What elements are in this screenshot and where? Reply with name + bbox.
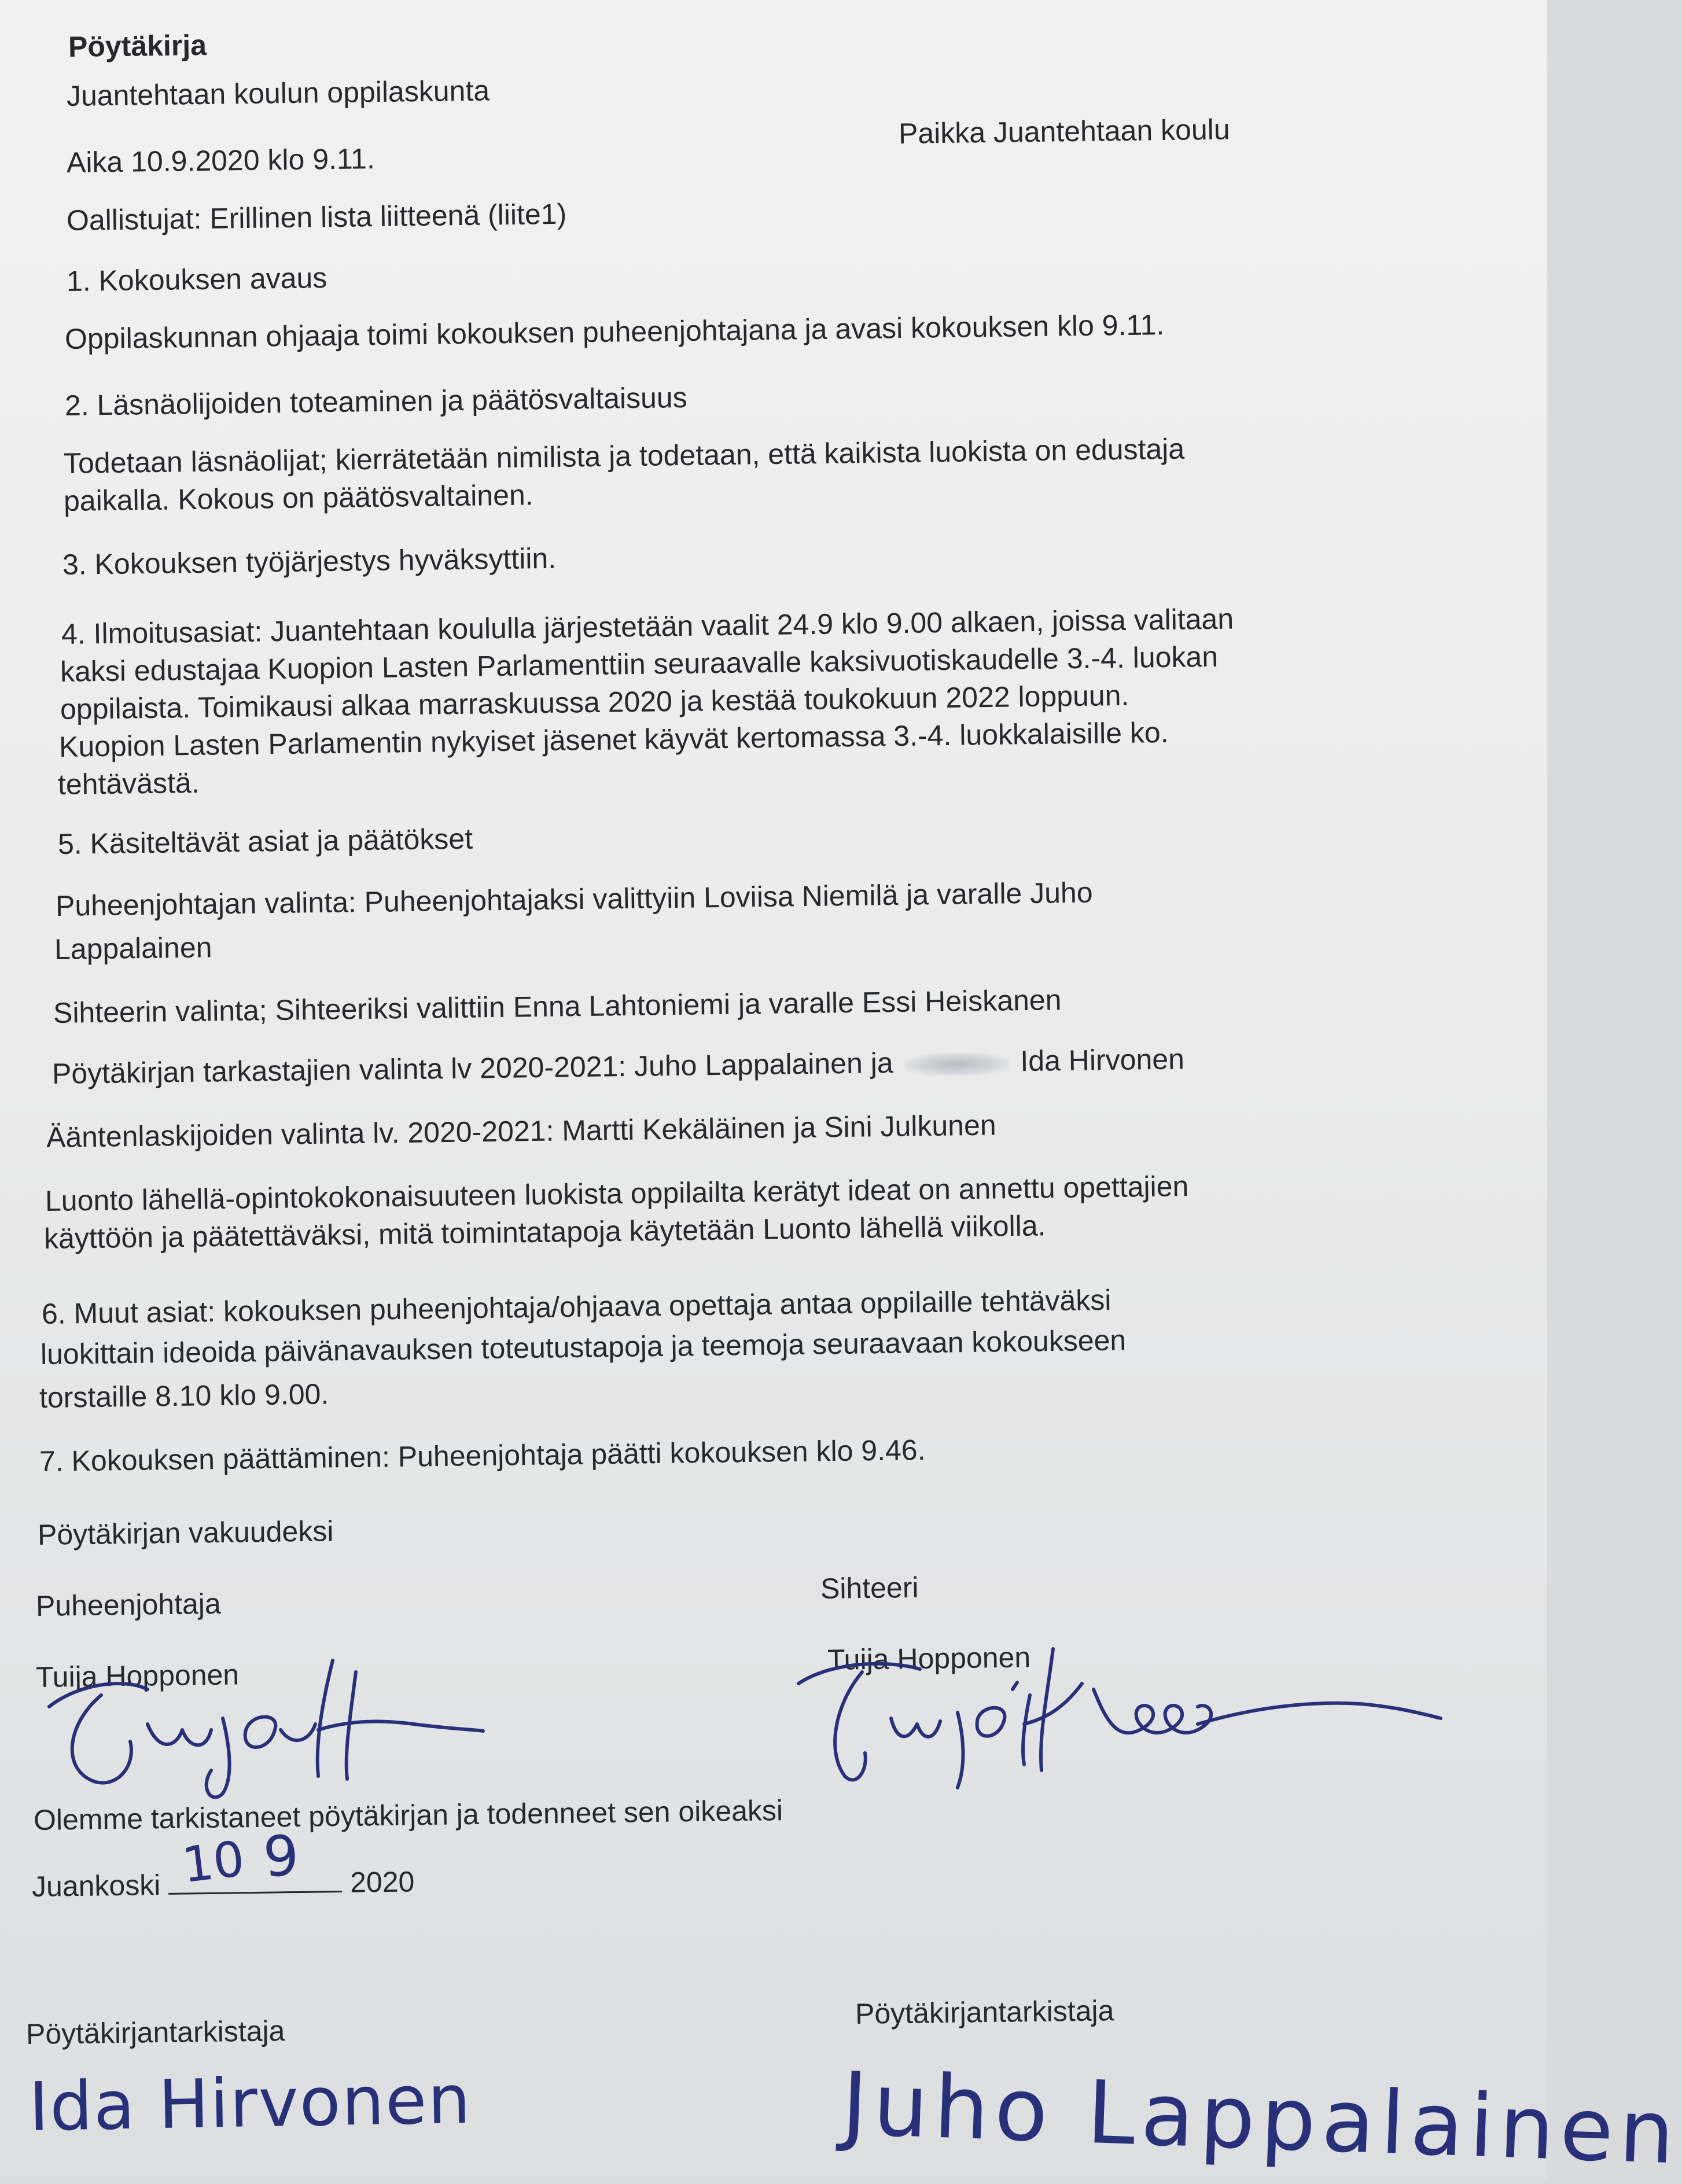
item-5-counters: Ääntenlaskijoiden valinta lv. 2020-2021: Martti Kekäläinen ja Sini Julkunen	[46, 1108, 996, 1154]
meeting-place: Paikka Juantehtaan koulu	[898, 113, 1230, 150]
item-4-line-5: tehtävästä.	[57, 766, 200, 801]
date-line	[31, 1822, 415, 1905]
secretary-name: Tuija Hopponen	[827, 1641, 1031, 1676]
assurance-label: Pöytäkirjan vakuudeksi	[37, 1515, 334, 1551]
item-5-reviewers-b: Ida Hirvonen	[1020, 1043, 1185, 1078]
item-5-nature-1: Luonto lähellä-opintokokonaisuuteen luokista oppilailta kerätyt ideat on annettu opettajien	[45, 1170, 1189, 1217]
item-6-line-3: torstaille 8.10 klo 9.00.	[39, 1378, 329, 1414]
item-5-chair-1: Puheenjohtajan valinta: Puheenjohtajaksi valittyiin Loviisa Niemilä ja varalle Juho	[55, 876, 1093, 922]
item-4-line-1: 4. Ilmoitusasiat: Juantehtaan koululla järjestetään vaalit 24.9 klo 9.00 alkaen, joissa valitaan	[61, 602, 1234, 650]
item-6-line-1: 6. Muut asiat: kokouksen puheenjohtaja/ohjaava opettaja antaa oppilaille tehtäväksi	[41, 1283, 1111, 1330]
date-month-handwritten: 9	[261, 1822, 301, 1890]
reviewer-right-handwritten-name: Juho Lappalainen	[840, 2054, 1682, 2184]
item-6-line-2: luokittain ideoida päivänavauksen toteutustapoja ja teemoja seuraavaan kokoukseen	[40, 1324, 1127, 1371]
reviewer-role-left: Pöytäkirjantarkistaja	[25, 2014, 285, 2050]
chair-signature-scribble	[32, 1655, 495, 1805]
participants: Oallistujat: Erillinen lista liitteenä (liite1)	[66, 197, 567, 237]
item-4-line-3: oppilaista. Toimikausi alkaa marraskuussa 2020 ja kestää toukokuun 2022 loppuun.	[60, 679, 1129, 725]
document-title: Pöytäkirja	[68, 28, 207, 63]
redacted-blur	[904, 1052, 1009, 1076]
secretary-role-label: Sihteeri	[820, 1571, 919, 1605]
signing-place: Juankoski	[31, 1869, 161, 1903]
item-5-nature-2: käyttöön ja päätettäväksi, mitä toimintatapoja käytetään Luonto lähellä viikolla.	[43, 1209, 1046, 1255]
item-5-heading: 5. Käsiteltävät asiat ja päätökset	[57, 822, 473, 860]
item-5-chair-2: Lappalainen	[54, 931, 212, 966]
date-month-blank	[249, 1822, 342, 1894]
date-year: 2020	[349, 1865, 415, 1899]
item-1-heading: 1. Kokouksen avaus	[66, 262, 327, 297]
item-2-text-2: paikalla. Kokous on päätösvaltainen.	[63, 478, 533, 517]
date-day-handwritten: 10	[179, 1830, 248, 1894]
checked-statement: Olemme tarkistaneet pöytäkirjan ja todenneet sen oikeaksi	[33, 1794, 783, 1836]
reviewer-role-right: Pöytäkirjantarkistaja	[855, 1994, 1114, 2030]
item-7: 7. Kokouksen päättäminen: Puheenjohtaja päätti kokouksen klo 9.46.	[39, 1433, 926, 1478]
item-5-reviewers-a: Pöytäkirjan tarkastajien valinta lv 2020-2021: Juho Lappalainen ja	[51, 1046, 893, 1090]
item-5-reviewers	[52, 1041, 1185, 1092]
date-day-blank	[168, 1830, 249, 1895]
item-2-heading: 2. Läsnäolijoiden toteaminen ja päätösvaltaisuus	[64, 381, 688, 422]
meeting-time: Aika 10.9.2020 klo 9.11.	[66, 142, 376, 179]
item-5-secretary: Sihteerin valinta; Sihteeriksi valittiin Enna Lahtoniemi ja varalle Essi Heiskanen	[53, 984, 1062, 1029]
item-1-text: Oppilaskunnan ohjaaja toimi kokouksen puheenjohtajana ja avasi kokouksen klo 9.11.	[64, 308, 1165, 355]
item-2-text-1: Todetaan läsnäolijat; kierrätetään nimilista ja todetaan, että kaikista luokista on edustaja	[63, 432, 1185, 480]
item-4-line-2: kaksi edustajaa Kuopion Lasten Parlamenttiin seuraavalle kaksivuotiskaudelle 3.-4. luokan	[60, 640, 1219, 688]
chair-role-label: Puheenjohtaja	[35, 1587, 222, 1622]
chair-name: Tuija Hopponen	[35, 1658, 240, 1693]
item-3: 3. Kokouksen työjärjestys hyväksyttiin.	[62, 542, 557, 581]
item-4-line-4: Kuopion Lasten Parlamentin nykyiset jäsenet käyvät kertomassa 3.-4. luokkalaisille ko.	[58, 716, 1169, 763]
organization: Juantehtaan koulun oppilaskunta	[66, 74, 490, 112]
secretary-signature-scribble	[793, 1637, 1458, 1805]
reviewer-left-handwritten-name: Ida Hirvonen	[28, 2060, 473, 2146]
